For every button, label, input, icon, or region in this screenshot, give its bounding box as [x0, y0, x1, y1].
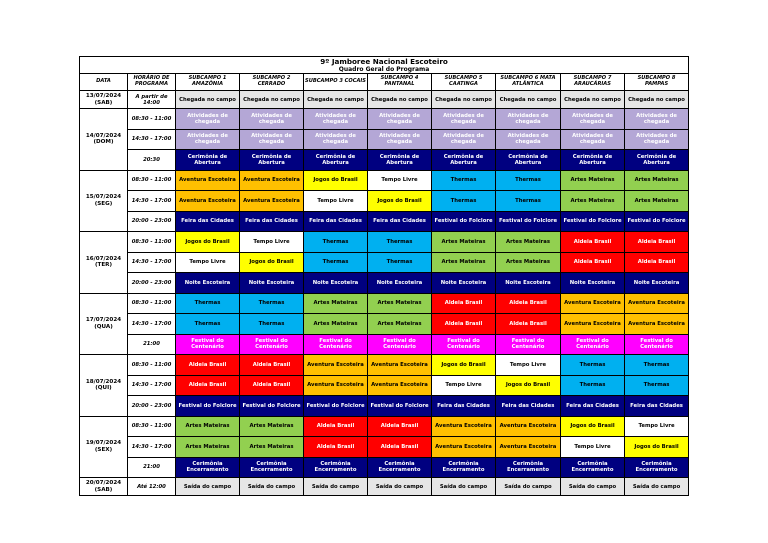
time-cell: 14:30 - 17:00 [128, 191, 176, 212]
activity-cell: Atividades de chegada [561, 129, 625, 150]
activity-cell: Feira das Cidades [240, 211, 304, 232]
activity-cell: Aventura Escoteira [240, 170, 304, 191]
activity-cell: Thermas [561, 375, 625, 396]
activity-cell: Thermas [368, 232, 432, 253]
activity-cell: Atividades de chegada [625, 129, 689, 150]
activity-cell: Aventura Escoteira [496, 416, 561, 437]
activity-cell: Cerimônia Encerramento [176, 457, 240, 478]
time-cell: 08:30 - 11:00 [128, 170, 176, 191]
header-subcamp: SUBCAMPO 5 CAATINGA [432, 74, 496, 91]
time-cell: 21:00 [128, 334, 176, 355]
activity-cell: Noite Escoteira [304, 273, 368, 294]
activity-cell: Chegada no campo [432, 91, 496, 109]
activity-cell: Cerimônia de Abertura [176, 150, 240, 171]
header-date: DATA [80, 74, 128, 91]
activity-cell: Cerimônia de Abertura [368, 150, 432, 171]
activity-cell: Atividades de chegada [561, 109, 625, 130]
activity-cell: Atividades de chegada [432, 109, 496, 130]
activity-cell: Noite Escoteira [176, 273, 240, 294]
activity-cell: Artes Mateiras [561, 191, 625, 212]
activity-cell: Tempo Livre [432, 375, 496, 396]
activity-cell: Jogos do Brasil [432, 355, 496, 376]
activity-cell: Atividades de chegada [304, 129, 368, 150]
schedule-row [80, 375, 689, 396]
activity-cell: Chegada no campo [496, 91, 561, 109]
header-row [80, 74, 689, 91]
activity-cell: Atividades de chegada [240, 109, 304, 130]
activity-cell: Chegada no campo [240, 91, 304, 109]
activity-cell: Atividades de chegada [368, 129, 432, 150]
activity-cell: Aldeia Brasil [368, 416, 432, 437]
header-subcamp: SUBCAMPO 1 AMAZÔNIA [176, 74, 240, 91]
activity-cell: Jogos do Brasil [496, 375, 561, 396]
activity-cell: Thermas [304, 232, 368, 253]
time-cell: 20:00 - 23:00 [128, 273, 176, 294]
activity-cell: Saída do campo [304, 478, 368, 496]
activity-cell: Noite Escoteira [432, 273, 496, 294]
schedule-row [80, 129, 689, 150]
activity-cell: Atividades de chegada [176, 109, 240, 130]
date-cell: 14/07/2024 (DOM) [80, 109, 128, 171]
activity-cell: Aldeia Brasil [496, 314, 561, 335]
header-time: HORÁRIO DE PROGRAMA [128, 74, 176, 91]
header-subcamp: SUBCAMPO 6 MATA ATLÂNTICA [496, 74, 561, 91]
schedule-row [80, 273, 689, 294]
activity-cell: Feira das Cidades [368, 211, 432, 232]
activity-cell: Jogos do Brasil [368, 191, 432, 212]
activity-cell: Thermas [304, 252, 368, 273]
schedule-row [80, 211, 689, 232]
activity-cell: Festival do Folclore [496, 211, 561, 232]
activity-cell: Aldeia Brasil [176, 375, 240, 396]
activity-cell: Festival do Centenário [368, 334, 432, 355]
schedule-row [80, 416, 689, 437]
activity-cell: Feira das Cidades [561, 396, 625, 417]
activity-cell: Noite Escoteira [368, 273, 432, 294]
activity-cell: Feira das Cidades [176, 211, 240, 232]
activity-cell: Cerimônia Encerramento [561, 457, 625, 478]
activity-cell: Aventura Escoteira [368, 375, 432, 396]
activity-cell: Saída do campo [496, 478, 561, 496]
activity-cell: Festival do Centenário [176, 334, 240, 355]
schedule-row [80, 437, 689, 458]
activity-cell: Artes Mateiras [368, 314, 432, 335]
activity-cell: Aldeia Brasil [176, 355, 240, 376]
activity-cell: Festival do Folclore [240, 396, 304, 417]
activity-cell: Chegada no campo [304, 91, 368, 109]
time-cell: 14:30 - 17:00 [128, 437, 176, 458]
schedule-body [80, 57, 689, 496]
activity-cell: Cerimônia Encerramento [432, 457, 496, 478]
activity-cell: Aventura Escoteira [625, 293, 689, 314]
time-cell: 14:30 - 17:00 [128, 129, 176, 150]
header-subcamp: SUBCAMPO 7 ARAUCÁRIAS [561, 74, 625, 91]
activity-cell: Jogos do Brasil [176, 232, 240, 253]
activity-cell: Aventura Escoteira [176, 191, 240, 212]
activity-cell: Cerimônia de Abertura [240, 150, 304, 171]
header-subcamp: SUBCAMPO 2 CERRADO [240, 74, 304, 91]
activity-cell: Artes Mateiras [304, 314, 368, 335]
schedule-row [80, 293, 689, 314]
activity-cell: Thermas [561, 355, 625, 376]
activity-cell: Artes Mateiras [304, 293, 368, 314]
activity-cell: Noite Escoteira [496, 273, 561, 294]
activity-cell: Atividades de chegada [304, 109, 368, 130]
activity-cell: Thermas [176, 293, 240, 314]
activity-cell: Thermas [176, 314, 240, 335]
activity-cell: Jogos do Brasil [304, 170, 368, 191]
activity-cell: Tempo Livre [496, 355, 561, 376]
activity-cell: Feira das Cidades [432, 396, 496, 417]
activity-cell: Chegada no campo [176, 91, 240, 109]
activity-cell: Artes Mateiras [368, 293, 432, 314]
activity-cell: Thermas [496, 191, 561, 212]
schedule-row [80, 478, 689, 496]
time-cell: 20:30 [128, 150, 176, 171]
activity-cell: Aldeia Brasil [304, 416, 368, 437]
schedule-row [80, 109, 689, 130]
schedule-row [80, 232, 689, 253]
date-cell: 20/07/2024 (SAB) [80, 478, 128, 496]
time-cell: 08:30 - 11:00 [128, 416, 176, 437]
activity-cell: Aldeia Brasil [240, 375, 304, 396]
activity-cell: Festival do Centenário [240, 334, 304, 355]
schedule-table [79, 56, 689, 496]
activity-cell: Festival do Folclore [368, 396, 432, 417]
header-subcamp: SUBCAMPO 3 COCAIS [304, 74, 368, 91]
time-cell: 20:00 - 23:00 [128, 396, 176, 417]
schedule-row [80, 91, 689, 109]
activity-cell: Tempo Livre [176, 252, 240, 273]
activity-cell: Festival do Folclore [625, 211, 689, 232]
activity-cell: Chegada no campo [368, 91, 432, 109]
activity-cell: Festival do Folclore [304, 396, 368, 417]
activity-cell: Cerimônia Encerramento [625, 457, 689, 478]
activity-cell: Aldeia Brasil [432, 293, 496, 314]
title-row [80, 57, 689, 67]
schedule-row [80, 314, 689, 335]
schedule-row [80, 396, 689, 417]
activity-cell: Artes Mateiras [625, 170, 689, 191]
activity-cell: Festival do Folclore [561, 211, 625, 232]
header-subcamp: SUBCAMPO 4 PANTANAL [368, 74, 432, 91]
activity-cell: Tempo Livre [625, 416, 689, 437]
activity-cell: Noite Escoteira [240, 273, 304, 294]
activity-cell: Cerimônia de Abertura [496, 150, 561, 171]
schedule-row [80, 457, 689, 478]
schedule-row [80, 170, 689, 191]
schedule-row [80, 355, 689, 376]
activity-cell: Cerimônia de Abertura [561, 150, 625, 171]
activity-cell: Tempo Livre [561, 437, 625, 458]
activity-cell: Saída do campo [625, 478, 689, 496]
activity-cell: Saída do campo [176, 478, 240, 496]
activity-cell: Tempo Livre [304, 191, 368, 212]
date-cell: 19/07/2024 (SEX) [80, 416, 128, 478]
activity-cell: Aventura Escoteira [304, 375, 368, 396]
activity-cell: Aldeia Brasil [304, 437, 368, 458]
time-cell: 14:30 - 17:00 [128, 314, 176, 335]
activity-cell: Festival do Centenário [496, 334, 561, 355]
document-subtitle: Quadro Geral do Programa [80, 66, 689, 74]
activity-cell: Aldeia Brasil [561, 252, 625, 273]
time-cell: A partir de 14:00 [128, 91, 176, 109]
activity-cell: Artes Mateiras [625, 191, 689, 212]
activity-cell: Saída do campo [240, 478, 304, 496]
activity-cell: Aldeia Brasil [368, 437, 432, 458]
activity-cell: Aldeia Brasil [625, 232, 689, 253]
activity-cell: Jogos do Brasil [240, 252, 304, 273]
activity-cell: Saída do campo [561, 478, 625, 496]
date-cell: 18/07/2024 (QUI) [80, 355, 128, 417]
schedule-row [80, 150, 689, 171]
activity-cell: Thermas [625, 375, 689, 396]
activity-cell: Cerimônia de Abertura [304, 150, 368, 171]
activity-cell: Cerimônia Encerramento [368, 457, 432, 478]
activity-cell: Tempo Livre [240, 232, 304, 253]
time-cell: Até 12:00 [128, 478, 176, 496]
activity-cell: Chegada no campo [625, 91, 689, 109]
activity-cell: Aventura Escoteira [432, 416, 496, 437]
activity-cell: Aventura Escoteira [561, 293, 625, 314]
activity-cell: Thermas [432, 191, 496, 212]
activity-cell: Cerimônia de Abertura [625, 150, 689, 171]
activity-cell: Atividades de chegada [496, 109, 561, 130]
activity-cell: Noite Escoteira [561, 273, 625, 294]
activity-cell: Festival do Centenário [432, 334, 496, 355]
schedule-row [80, 334, 689, 355]
activity-cell: Festival do Centenário [625, 334, 689, 355]
activity-cell: Tempo Livre [368, 170, 432, 191]
activity-cell: Atividades de chegada [240, 129, 304, 150]
activity-cell: Aldeia Brasil [240, 355, 304, 376]
activity-cell: Aldeia Brasil [496, 293, 561, 314]
activity-cell: Artes Mateiras [432, 232, 496, 253]
header-subcamp: SUBCAMPO 8 PAMPAS [625, 74, 689, 91]
activity-cell: Feira das Cidades [496, 396, 561, 417]
activity-cell: Atividades de chegada [625, 109, 689, 130]
date-cell: 16/07/2024 (TER) [80, 232, 128, 294]
activity-cell: Atividades de chegada [368, 109, 432, 130]
activity-cell: Jogos do Brasil [561, 416, 625, 437]
time-cell: 08:30 - 11:00 [128, 293, 176, 314]
activity-cell: Cerimônia Encerramento [240, 457, 304, 478]
activity-cell: Cerimônia de Abertura [432, 150, 496, 171]
activity-cell: Artes Mateiras [496, 232, 561, 253]
activity-cell: Cerimônia Encerramento [304, 457, 368, 478]
activity-cell: Jogos do Brasil [625, 437, 689, 458]
activity-cell: Aventura Escoteira [176, 170, 240, 191]
activity-cell: Artes Mateiras [240, 437, 304, 458]
activity-cell: Aventura Escoteira [496, 437, 561, 458]
activity-cell: Artes Mateiras [561, 170, 625, 191]
schedule-row [80, 191, 689, 212]
activity-cell: Feira das Cidades [625, 396, 689, 417]
activity-cell: Thermas [240, 293, 304, 314]
time-cell: 08:30 - 11:00 [128, 109, 176, 130]
activity-cell: Festival do Folclore [432, 211, 496, 232]
activity-cell: Atividades de chegada [496, 129, 561, 150]
time-cell: 08:30 - 11:00 [128, 232, 176, 253]
time-cell: 14:30 - 17:00 [128, 252, 176, 273]
time-cell: 14:30 - 17:00 [128, 375, 176, 396]
activity-cell: Noite Escoteira [625, 273, 689, 294]
activity-cell: Aventura Escoteira [240, 191, 304, 212]
activity-cell: Atividades de chegada [432, 129, 496, 150]
schedule-row [80, 252, 689, 273]
activity-cell: Atividades de chegada [176, 129, 240, 150]
activity-cell: Chegada no campo [561, 91, 625, 109]
activity-cell: Aldeia Brasil [561, 232, 625, 253]
date-cell: 15/07/2024 (SEG) [80, 170, 128, 232]
activity-cell: Thermas [240, 314, 304, 335]
activity-cell: Aventura Escoteira [304, 355, 368, 376]
activity-cell: Aventura Escoteira [432, 437, 496, 458]
activity-cell: Festival do Folclore [176, 396, 240, 417]
activity-cell: Festival do Centenário [304, 334, 368, 355]
time-cell: 20:00 - 23:00 [128, 211, 176, 232]
activity-cell: Thermas [432, 170, 496, 191]
activity-cell: Festival do Centenário [561, 334, 625, 355]
activity-cell: Aventura Escoteira [561, 314, 625, 335]
activity-cell: Artes Mateiras [176, 416, 240, 437]
activity-cell: Thermas [496, 170, 561, 191]
activity-cell: Feira das Cidades [304, 211, 368, 232]
activity-cell: Saída do campo [368, 478, 432, 496]
activity-cell: Artes Mateiras [176, 437, 240, 458]
time-cell: 08:30 - 11:00 [128, 355, 176, 376]
date-cell: 17/07/2024 (QUA) [80, 293, 128, 355]
activity-cell: Thermas [625, 355, 689, 376]
time-cell: 21:00 [128, 457, 176, 478]
activity-cell: Cerimônia Encerramento [496, 457, 561, 478]
activity-cell: Saída do campo [432, 478, 496, 496]
document-title: 9º Jamboree Nacional Escoteiro [80, 57, 689, 67]
activity-cell: Aventura Escoteira [368, 355, 432, 376]
activity-cell: Artes Mateiras [240, 416, 304, 437]
activity-cell: Thermas [368, 252, 432, 273]
subtitle-row [80, 66, 689, 74]
activity-cell: Artes Mateiras [496, 252, 561, 273]
activity-cell: Aldeia Brasil [432, 314, 496, 335]
activity-cell: Aldeia Brasil [625, 252, 689, 273]
activity-cell: Artes Mateiras [432, 252, 496, 273]
activity-cell: Aventura Escoteira [625, 314, 689, 335]
date-cell: 13/07/2024 (SAB) [80, 91, 128, 109]
